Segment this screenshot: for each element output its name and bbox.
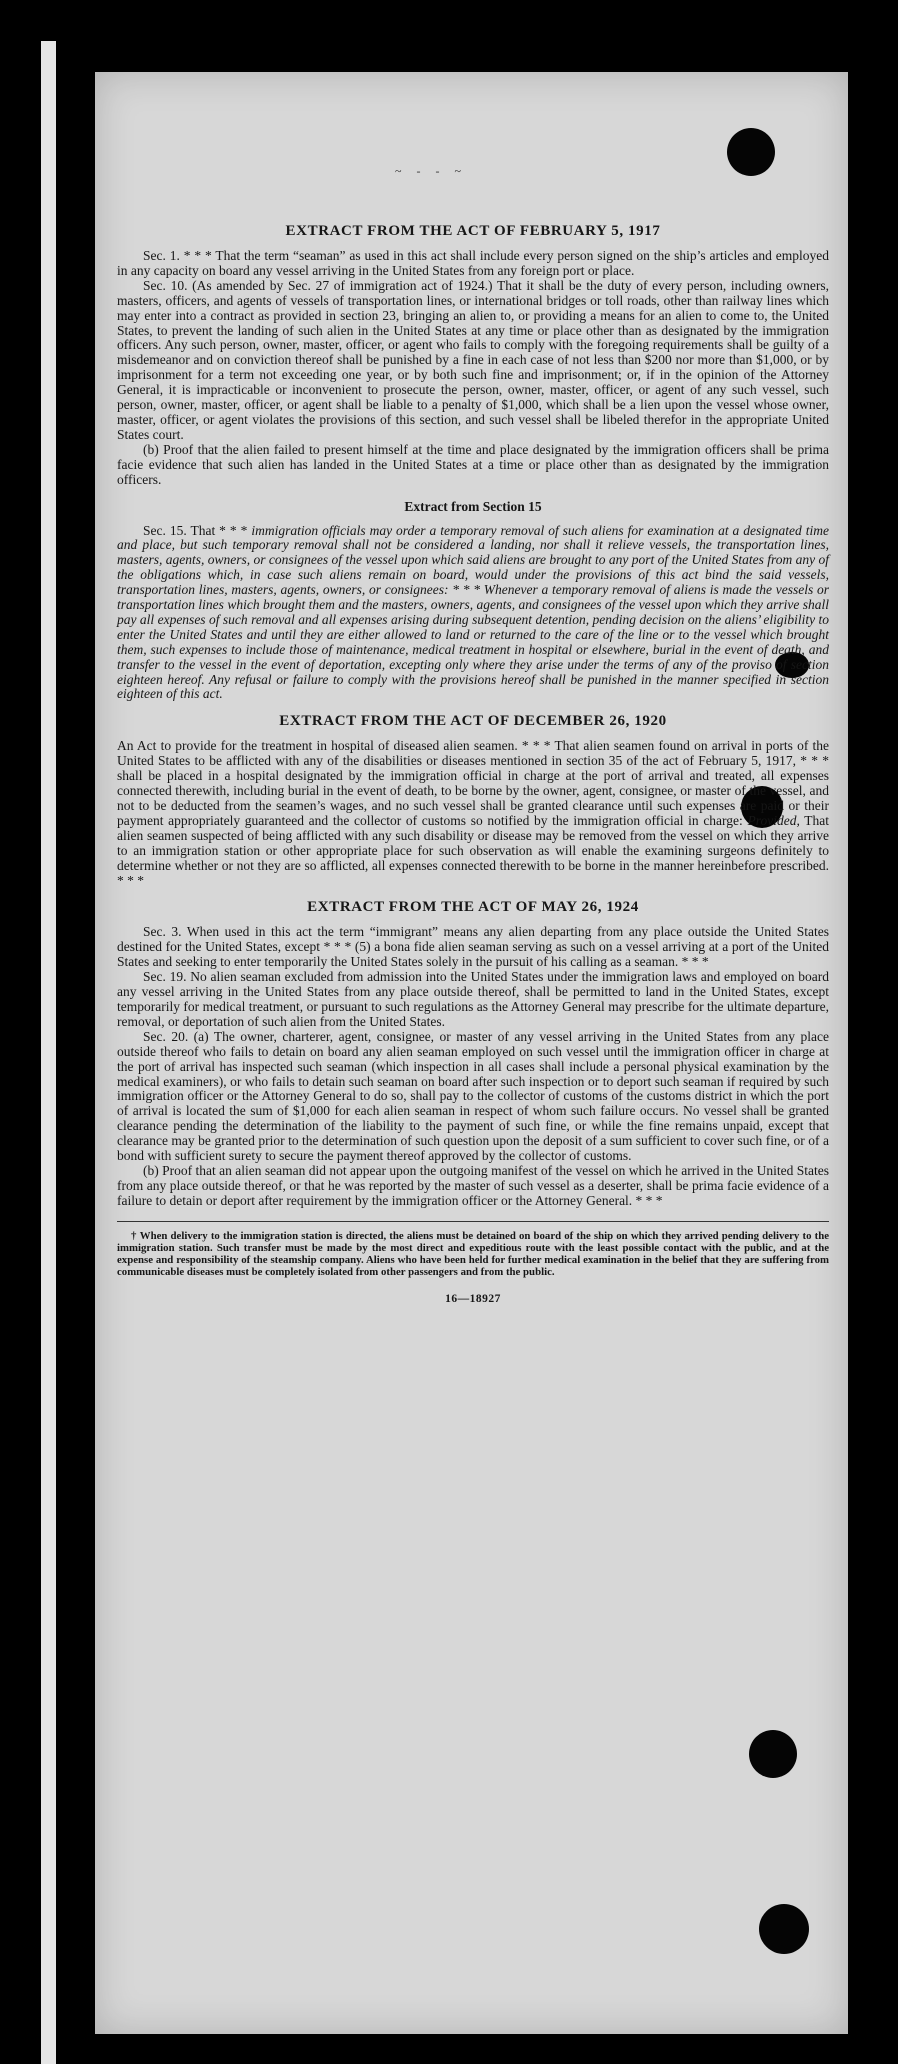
footnote-text: † When delivery to the immigration station is directed, the aliens must be detained on board of the ship on which they arrived pending delivery to the immigration station. Such transfer must be made by the most direct and expeditious route with the least possible contact with the public, and at the expense and responsibility of the steamship company. Aliens who have been held for further medical examination in the belief that they are suffering from communicable diseases must be completely isolated from other passengers and from the public. bbox=[117, 1229, 829, 1279]
document-number: 16—18927 bbox=[445, 1293, 501, 1306]
handwritten-mark: ~ ‑ ‑ ~ bbox=[395, 164, 467, 178]
heading-act-1924: EXTRACT FROM THE ACT OF MAY 26, 1924 bbox=[307, 899, 639, 916]
paragraph-act-1920 bbox=[117, 739, 829, 888]
paragraph-sec-15 bbox=[117, 524, 829, 703]
footnote-divider bbox=[117, 1221, 829, 1222]
footnote bbox=[117, 1230, 829, 1279]
heading-act-1920: EXTRACT FROM THE ACT OF DECEMBER 26, 1920 bbox=[279, 713, 667, 730]
document-page bbox=[95, 72, 848, 2034]
paragraph-sec-3: Sec. 3. When used in this act the term “immigrant” means any alien departing from any place outside the United States destined for the United States, except * * * (5) a bona fide alien seaman serving as such on a vessel arriving at a port of the United States and seeking to enter temporarily the United States solely in the pursuit of his calling as a seaman. * * * bbox=[117, 924, 829, 970]
paragraph-sec-1: Sec. 1. * * * That the term “seaman” as used in this act shall include every person signed on the ship’s articles and employed in any capacity on board any vessel arriving in the United States from any foreign port or place. bbox=[117, 248, 829, 278]
sec-15-body: immigration officials may order a temporary removal of such aliens for examination at a designated time and place, but such temporary removal shall not be considered a landing, nor shall it relieve vessels, the transportation lines, masters, agents, owners, or consignees of the vessel upon which said aliens are brought to any port of the United States from any of the obligations which, in case such aliens remain on board, would under the provisions of this act bind the said vessels, transportation lines, masters, agents, owners, or consignees: * * * Whenever a temporary removal of aliens is made the vessels or transportation lines which brought them and the masters, owners, agents, and consignees of the vessel upon which they arrive shall pay all expenses of such removal and all expenses arising during subsequent detention, pending decision on the aliens’ eligibility to enter the United States and until they are either allowed to land or returned to the care of the line or to the vessel which brought them, such expenses to include those of maintenance, medical treatment in hospital or elsewhere, burial in the event of death, and transfer to the vessel in the event of deportation, excepting only where they arise under the terms of any of the proviso of section eighteen hereof. Any refusal or failure to comply with the provisions hereof shall be punished in the manner specified in section eighteen of this act. bbox=[117, 522, 829, 702]
paragraph-sec-20b: (b) Proof that an alien seaman did not appear upon the outgoing manifest of the vessel on which he arrived in the United States from any place outside thereof, or that he was reported by the master of such vessel as a deserter, shall be prima facie evidence of a failure to detain or deport after requirement by the immigration officer or the Attorney General. * * * bbox=[117, 1162, 829, 1208]
punch-hole-top bbox=[727, 128, 775, 176]
punch-hole-lower bbox=[749, 1730, 797, 1778]
paragraph-sec-10b: (b) Proof that the alien failed to present himself at the time and place designated by the immigration officers shall be prima facie evidence that such alien has landed in the United States at a time or place other than as designated by the immigration officers. bbox=[117, 441, 829, 487]
heading-section-15: Extract from Section 15 bbox=[404, 498, 542, 514]
paragraph-sec-19: Sec. 19. No alien seaman excluded from admission into the United States under the immigration laws and employed on board any vessel arriving in the United States from any place outside thereof, shall be permitted to land in the United States, except temporarily for medical treatment, or pursuant to such regulations as the Attorney General may prescribe for the ultimate departure, removal, or deportation of such alien from the United States. bbox=[117, 969, 829, 1029]
act-1920-provided: Provided, bbox=[747, 812, 800, 828]
act-1920-body-2: That alien seamen suspected of being afflicted with any such disability or disease may be removed from the vessel on which they arrive to an immigration station or other appropriate place for such observation as will enable the examining surgeons definitely to determine whether or not they are so afflicted, all expenses connected therewith to be borne in the manner hereinbefore prescribed. * * * bbox=[117, 812, 829, 888]
sec-15-lead: Sec. 15. That * * * bbox=[143, 522, 252, 538]
punch-hole-bottom bbox=[759, 1904, 809, 1954]
paragraph-sec-10: Sec. 10. (As amended by Sec. 27 of immigration act of 1924.) That it shall be the duty of every person, including owners, masters, officers, and agents of vessels of transportation lines, or international bridges or toll roads, other than railway lines which may enter into a contract as provided in section 23, bringing an alien to, or providing a means for an alien to come to, the United States, to prevent the landing of such alien in the United States at any time or place other than as designated by the immigration officers. Any such person, owner, master, officer, or agent who fails to comply with the foregoing requirements shall be guilty of a misdemeanor and on conviction thereof shall be punished by a fine in each case of not less than $200 nor more than $1,000, or by imprisonment for a term not exceeding one year, or by both such fine and imprisonment; or, if in the opinion of the Attorney General, it is impracticable or inconvenient to prosecute the person, owner, master, officer, or agent of any such vessel, such person, owner, master, officer, or agent shall be liable to a penalty of $1,000, which shall be a lien upon the vessel whose owner, master, officer, or agent violates the provisions of this section, and such vessel shall be libeled therefor in the appropriate United States court. bbox=[117, 277, 829, 442]
heading-act-1917: EXTRACT FROM THE ACT OF FEBRUARY 5, 1917 bbox=[285, 223, 661, 239]
paragraph-sec-20a: Sec. 20. (a) The owner, charterer, agent, consignee, or master of any vessel arriving in the United States from any place outside thereof who fails to detain on board any alien seaman employed on such vessel until the immigration officer in charge at the port of arrival has inspected such seaman (which inspection in all cases shall include a personal physical examination by the medical examiners), or who fails to detain such seaman on board after such inspection or to deport such seaman if required by such immigration officer or the Attorney General to do so, shall pay to the collector of customs of the customs district in which the port of arrival is located the sum of $1,000 for each alien seaman in respect of whom such failure occurs. No vessel shall be granted clearance pending the determination of the liability to the payment of such fine, or while the fine remains unpaid, except that clearance may be granted prior to the determination of such question upon the deposit of a sum sufficient to cover such fine, or of a bond with sufficient surety to secure the payment thereof approved by the collector of customs. bbox=[117, 1028, 829, 1164]
document-body bbox=[117, 222, 829, 1307]
act-1920-body-1: An Act to provide for the treatment in hospital of diseased alien seamen. * * * That alien seamen found on arrival in ports of the United States to be afflicted with any of the disabilities or diseases mentioned in section 35 of the act of February 5, 1917, * * * shall be placed in a hospital designated by the immigration official in charge at the port of arrival and treated, all expenses connected therewith, including burial in the event of death, to be borne by the owner, agent, consignee, or master of the vessel, and not to be deducted from the seamen’s wages, and no such vessel shall be granted clearance until such expenses are paid or their payment appropriately guaranteed and the collector of customs so notified by the immigration official in charge: bbox=[117, 738, 829, 828]
left-edge-strip bbox=[41, 41, 56, 2064]
